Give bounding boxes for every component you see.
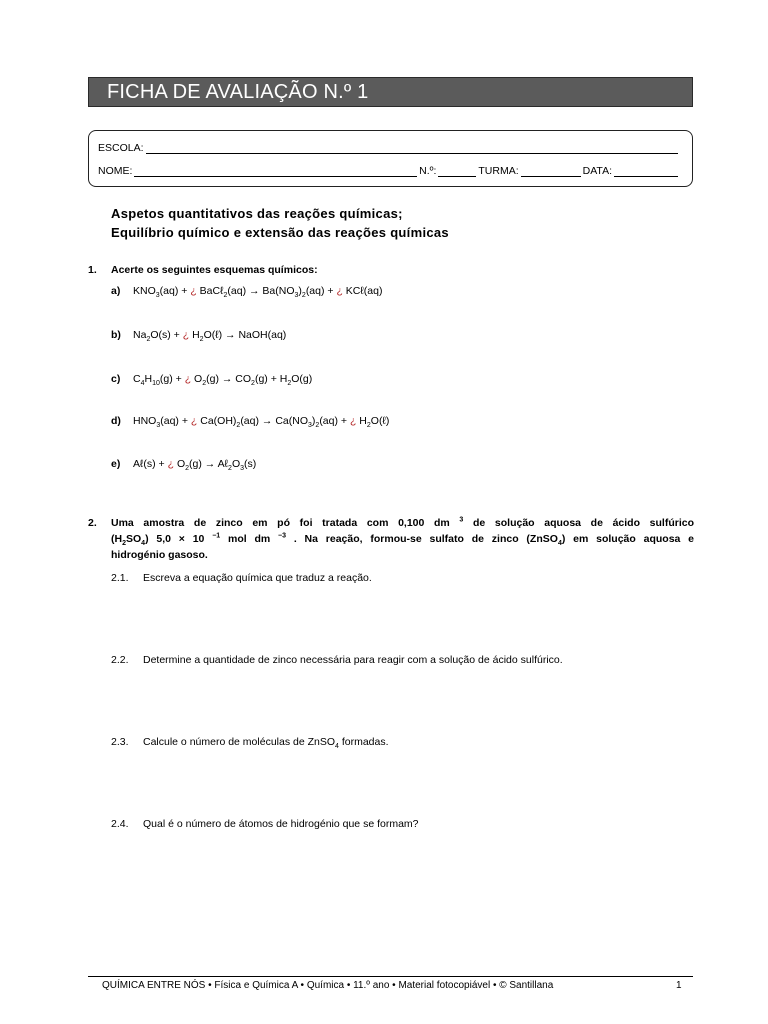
- equation-e: Aℓ(s) + ¿ $O_2(g)$ → $A\ell_2O_3(s)$: [133, 458, 257, 473]
- school-line: [98, 142, 680, 154]
- page-title: FICHA DE AVALIAÇÃO N.º 1: [107, 81, 369, 103]
- page-number: 1: [676, 980, 682, 991]
- sub-2-2-number: 2.2.: [111, 654, 129, 666]
- name-line: [98, 165, 680, 177]
- worksheet-subtitle: [111, 204, 449, 242]
- question-1-text: Acerte os seguintes esquemas químicos:: [111, 264, 318, 276]
- sub-2-1-text: Escreva a equação química que traduz a reação.: [143, 572, 372, 584]
- number-field[interactable]: [438, 165, 476, 177]
- item-c-letter: c): [111, 373, 121, 385]
- title-bar: [88, 77, 693, 107]
- question-2-number: 2.: [88, 517, 97, 529]
- sub-2-3-number: 2.3.: [111, 736, 129, 748]
- sub-2-2-text: Determine a quantidade de zinco necessária para reagir com a solução de ácido sulfúrico.: [143, 654, 563, 666]
- subtitle-line-1: Aspetos quantitativos das reações químicas;: [111, 206, 403, 221]
- item-d-letter: d): [111, 415, 121, 427]
- school-label: ESCOLA:: [98, 142, 144, 154]
- item-a-letter: a): [111, 285, 121, 297]
- equation-c: $C_4H_{10}(g)$ + ¿ $O_2(g) \to CO_2(g) + H_2O(g)$: [133, 373, 313, 388]
- sub-2-3-text: Calcule o número de moléculas de ZnSO$_4$ formadas.: [143, 736, 389, 751]
- name-field[interactable]: [134, 165, 417, 177]
- sub-2-3-text-end: formadas.: [338, 736, 389, 748]
- sub-2-3-text-start: Calcule o número de moléculas de ZnSO: [143, 736, 336, 748]
- equation-d: $HNO_3(aq)$ + ¿ $Ca(OH)_2(aq) \to Ca(NO_3)_2(aq)$ + ¿ $H_2O(\ell)$: [133, 415, 390, 430]
- number-label: N.º:: [419, 165, 437, 177]
- question-2-text: Uma amostra de zinco em pó foi tratada com 0,100 dm $^3$ de solução aquosa de ácido sulfúrico $(H_2SO_4) 5,0 \times 10$ $^{-1}$ mol dm $^{-3}$ . Na reação, formou-se sulfato de zinco (ZnSO$_4$) em solução aquosa e hidrogénio gasoso.: [111, 516, 695, 561]
- equation-b: $Na_2O(s)$ + ¿ $H_2O(\ell)$ → NaOH(aq): [133, 329, 287, 344]
- sub-2-4-number: 2.4.: [111, 818, 129, 830]
- class-field[interactable]: [521, 165, 581, 177]
- sub-2-1-number: 2.1.: [111, 572, 129, 584]
- item-b-letter: b): [111, 329, 121, 341]
- subtitle-line-2: Equilíbrio químico e extensão das reações químicas: [111, 225, 449, 240]
- sub-2-4-text: Qual é o número de átomos de hidrogénio que se formam?: [143, 818, 419, 830]
- footer-divider: [88, 976, 693, 977]
- date-field[interactable]: [614, 165, 678, 177]
- student-info-box: [88, 130, 693, 187]
- equation-a: $KNO_3(aq)$ + ¿ BaCℓ$_2$(aq) → $Ba(NO_3)_2(aq)$ + ¿ KCℓ(aq): [133, 285, 383, 300]
- footer-text: QUÍMICA ENTRE NÓS • Física e Química A • Química • 11.º ano • Material fotocopiável • © Santillana: [102, 980, 554, 991]
- name-label: NOME:: [98, 165, 133, 177]
- class-label: TURMA:: [478, 165, 519, 177]
- question-1-number: 1.: [88, 264, 97, 276]
- date-label: DATA:: [582, 165, 612, 177]
- school-field[interactable]: [146, 142, 678, 154]
- item-e-letter: e): [111, 458, 121, 470]
